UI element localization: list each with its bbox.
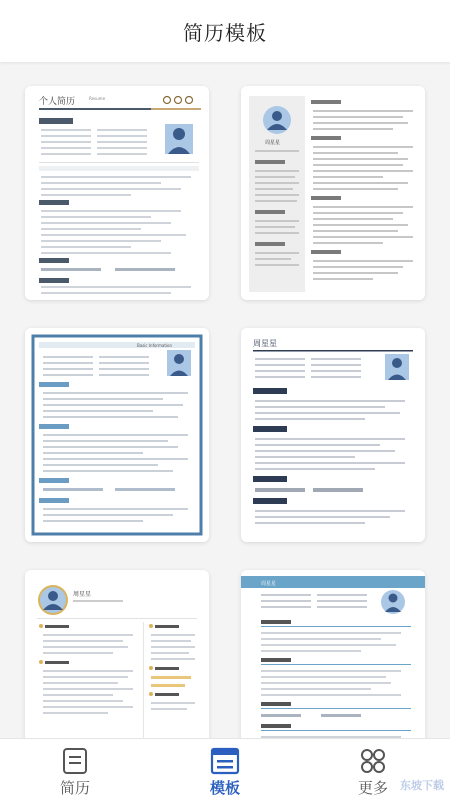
top-bar <box>0 0 450 62</box>
tab-templates-label: 模板 <box>209 779 240 797</box>
template-card-2[interactable] <box>241 86 425 300</box>
resume-thumbnail-1 <box>25 86 209 300</box>
template-icon <box>210 747 240 775</box>
svg-text:Resume: Resume <box>89 96 106 101</box>
svg-text:Basic Information: Basic Information <box>137 343 173 348</box>
template-card-3[interactable] <box>25 328 209 542</box>
resume-thumbnail-5 <box>25 570 209 738</box>
template-grid <box>0 62 450 738</box>
svg-text:周星星: 周星星 <box>253 339 277 348</box>
resume-thumbnail-3 <box>25 328 209 542</box>
svg-text:个人简历: 个人简历 <box>39 97 76 107</box>
tab-more-label: 更多 <box>357 779 388 797</box>
more-icon <box>358 747 388 775</box>
tab-resume[interactable] <box>30 739 120 801</box>
tab-resume-label: 简历 <box>59 779 90 797</box>
document-icon <box>60 747 90 775</box>
template-card-5[interactable] <box>25 570 209 738</box>
page-title: 简历模板 <box>183 20 267 45</box>
svg-text:周星星: 周星星 <box>261 581 277 587</box>
svg-text:周星星: 周星星 <box>265 140 281 146</box>
tab-templates[interactable] <box>180 739 270 801</box>
watermark: 东坡下载 <box>400 779 444 792</box>
resume-thumbnail-6 <box>241 570 425 738</box>
resume-thumbnail-2 <box>241 86 425 300</box>
bottom-tab-bar <box>0 738 450 801</box>
template-card-1[interactable] <box>25 86 209 300</box>
template-card-6[interactable] <box>241 570 425 738</box>
svg-text:周星星: 周星星 <box>73 591 92 598</box>
resume-thumbnail-4 <box>241 328 425 542</box>
template-card-4[interactable] <box>241 328 425 542</box>
